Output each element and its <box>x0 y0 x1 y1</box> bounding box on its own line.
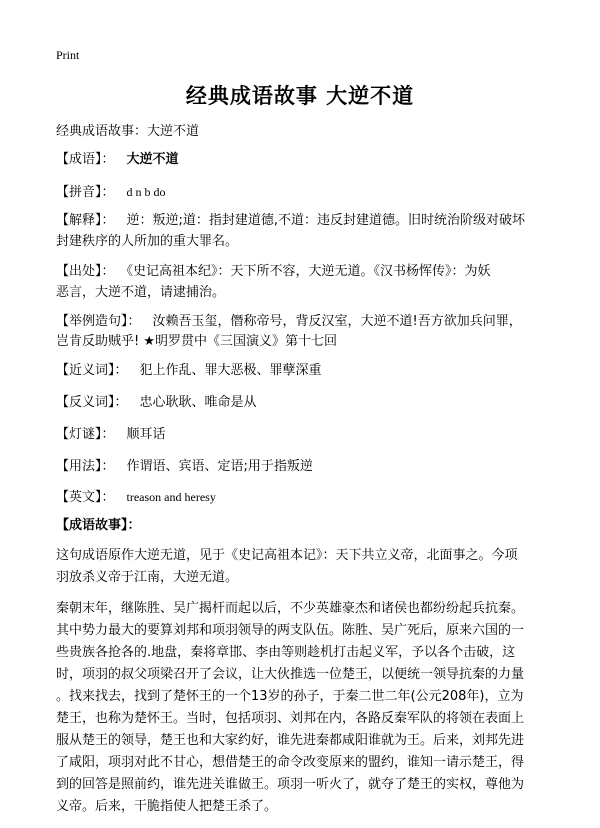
idiom-value: 大逆不道 <box>126 152 179 167</box>
english-label: 【英文】： <box>56 490 115 505</box>
story-paragraph-2 <box>56 598 551 818</box>
usage-value: 作谓语、宾语、定语;用于指叛逆 <box>126 459 313 474</box>
story-p1-line: 这句成语原作大逆无道，见于《史记高祖本记》：天下共立义帝，北面事之。今项 <box>56 548 518 563</box>
print-link[interactable]: Print <box>56 48 80 62</box>
source-label: 【出处】： <box>56 264 115 279</box>
example-label: 【举例造句】： <box>56 314 141 329</box>
meaning-label: 【解释】： <box>56 213 115 228</box>
story-p2-line: 。找来找去，找到了楚怀王的一个13岁的孙子，于秦二世二年(公元208年)，立为 <box>56 689 524 704</box>
pinyin-entry <box>56 182 556 203</box>
source-entry <box>56 261 556 282</box>
english-entry <box>56 487 556 508</box>
english-value: treason and heresy <box>126 490 216 504</box>
example-continuation <box>56 331 556 352</box>
source-line-2: 恶言，大逆不道，请逮捕治。 <box>56 285 226 300</box>
pinyin-label: 【拼音】： <box>56 185 115 200</box>
story-p2-line: 到的回答是照前约，谁先进关谁做王。项羽一听火了，就夺了楚王的实权，尊他为 <box>56 777 525 792</box>
riddle-value: 顺耳话 <box>126 427 166 442</box>
story-p2-line: 了咸阳，项羽对此不甘心，想借楚王的命令改变原来的盟约，谁知一请示楚王，得 <box>56 755 525 770</box>
page-title: 经典成语故事 大逆不道 <box>185 84 415 108</box>
intro-line: 经典成语故事：大逆不道 <box>56 124 200 139</box>
story-p1-line: 羽放杀义帝于江南，大逆无道。 <box>56 570 239 585</box>
usage-label: 【用法】： <box>56 459 115 474</box>
antonyms-value: 忠心耿耿、唯命是从 <box>139 395 257 410</box>
story-p2-line: 楚王，也称为楚怀王。当时，包括项羽、刘邦在内，各路反秦军队的将领在表面上 <box>56 711 525 726</box>
story-p2-line: 义帝。后来，干脆指使人把楚王杀了。 <box>56 799 278 814</box>
synonyms-entry <box>56 360 556 381</box>
meaning-line-2: 封建秩序的人所加的重大罪名。 <box>56 234 239 249</box>
antonyms-label: 【反义词】： <box>56 395 128 410</box>
usage-entry <box>56 456 556 477</box>
example-line-2: 岂肯反助贼乎! ★明罗贯中《三国演义》第十七回 <box>56 334 337 349</box>
riddle-label: 【灯谜】： <box>56 427 115 442</box>
idiom-entry <box>56 149 556 170</box>
synonyms-value: 犯上作乱、罪大恶极、罪孽深重 <box>139 363 322 378</box>
meaning-continuation <box>56 231 556 252</box>
pinyin-value: d n b do <box>126 185 166 199</box>
story-paragraph-1 <box>56 545 551 589</box>
synonyms-label: 【近义词】： <box>56 363 128 378</box>
idiom-label: 【成语】： <box>56 152 115 167</box>
story-p2-line: 秦朝末年，继陈胜、吴广揭杆而起以后，不少英雄豪杰和诸侯也都纷纷起兵抗秦。 <box>56 601 525 616</box>
story-p2-line: 些贵族各抢各的.地盘，秦将章邯、李由等则趁机打击起义军，予以各个击破，这 <box>56 645 516 660</box>
riddle-entry <box>56 424 556 445</box>
story-heading: 【成语故事】： <box>56 518 141 533</box>
story-p2-line: 时，项羽的叔父项梁召开了会议，让大伙推选一位楚王，以便统一领导抗秦的力量 <box>56 667 525 682</box>
example-line-1: 汝赖吾玉玺，僭称帝号，背反汉室，大逆不道!吾方欲加兵问罪， <box>152 314 522 329</box>
meaning-line-1: 逆：叛逆;道：指封建道德,不道：违反封建道德。旧时统治阶级对破坏 <box>126 213 526 228</box>
source-continuation <box>56 282 556 303</box>
meaning-entry <box>56 210 556 231</box>
story-p2-line: 服从楚王的领导，楚王也和大家约好，谁先进秦都咸阳谁就为王。后来，刘邦先进 <box>56 733 525 748</box>
example-entry <box>56 311 556 332</box>
story-p2-line: 其中势力最大的要算刘邦和项羽领导的两支队伍。陈胜、吴广死后，原来六国的一 <box>56 623 525 638</box>
antonyms-entry <box>56 392 556 413</box>
source-line-1: 《史记高祖本纪》：天下所不容，大逆无道。《汉书杨恽传》：为妖 <box>126 264 491 279</box>
